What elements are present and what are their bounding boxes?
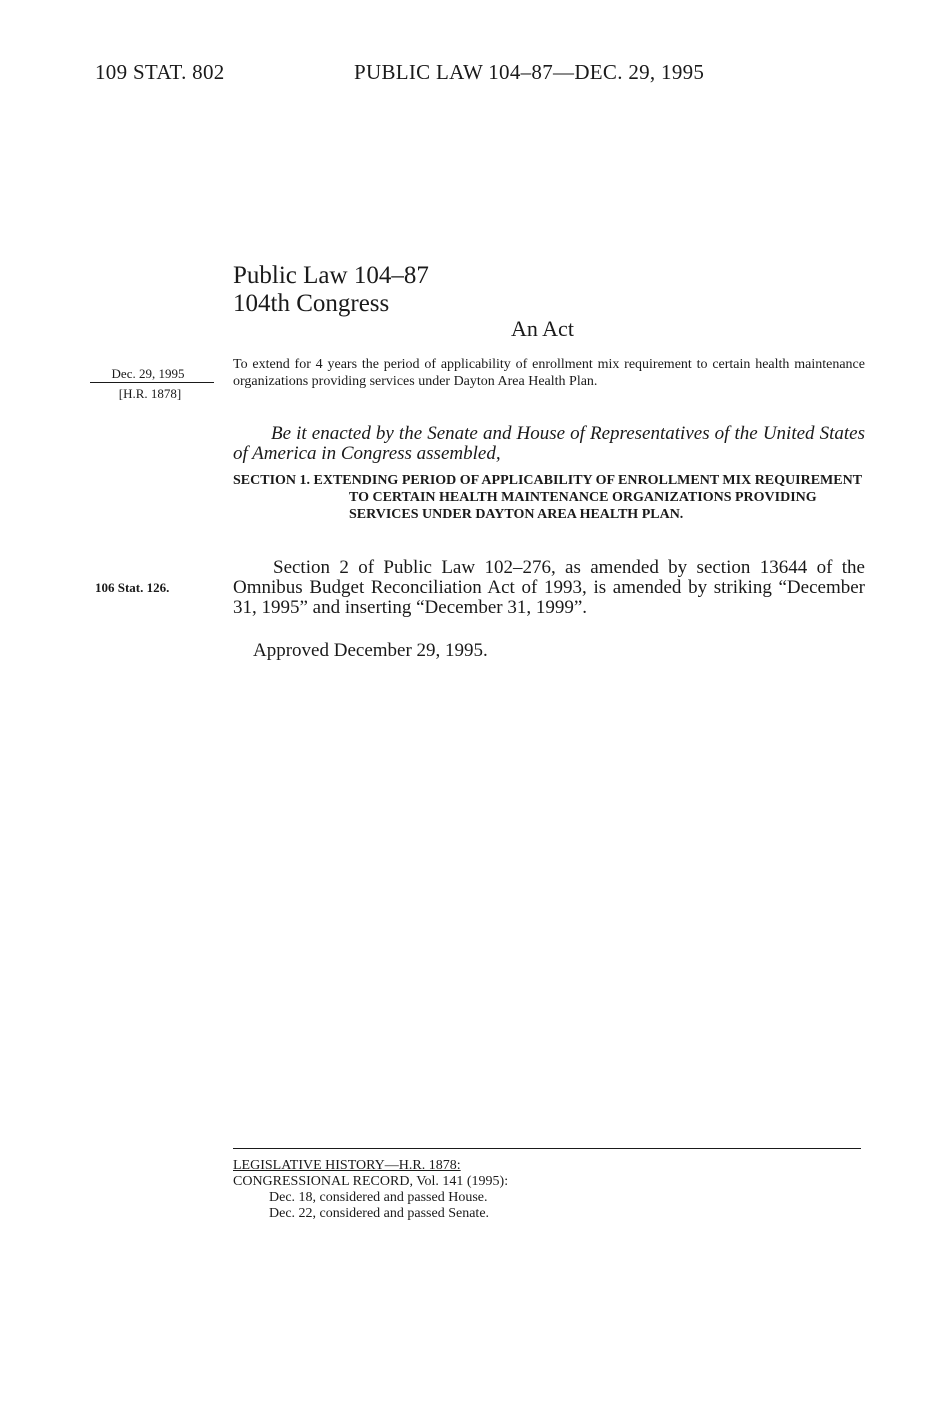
footnote-rule bbox=[233, 1148, 861, 1149]
enacting-clause: Be it enacted by the Senate and House of Representatives of the United States of America in Congress assembled, bbox=[233, 423, 865, 464]
history-entry: Dec. 18, considered and passed House. bbox=[269, 1190, 488, 1205]
act-purpose: To extend for 4 years the period of applicability of enrollment mix requirement to certain health maintenance organizations providing services under Dayton Area Health Plan. bbox=[233, 357, 865, 389]
page-stat-reference: 109 STAT. 802 bbox=[95, 60, 225, 84]
approval-date: Approved December 29, 1995. bbox=[253, 640, 488, 661]
margin-note-divider bbox=[90, 382, 214, 383]
act-heading: An Act bbox=[511, 316, 574, 341]
section-body: Section 2 of Public Law 102–276, as amended by section 13644 of the Omnibus Budget Reconciliation Act of 1993, is amended by striking “December 31, 1995” and inserting “December 31, 1999”. bbox=[233, 557, 865, 618]
legislative-history bbox=[233, 1158, 508, 1222]
margin-note-bill-number: [H.R. 1878] bbox=[118, 386, 182, 401]
margin-note-date: Dec. 29, 1995 bbox=[111, 366, 185, 381]
page-header-title: PUBLIC LAW 104–87—DEC. 29, 1995 bbox=[354, 60, 705, 84]
section-heading: SECTION 1. EXTENDING PERIOD OF APPLICABILITY OF ENROLLMENT MIX REQUIREMENT TO CERTAIN HEALTH MAINTENANCE ORGANIZATIONS PROVIDING SERVICES UNDER DAYTON AREA HEALTH PLAN. bbox=[233, 473, 862, 522]
congress-number: 104th Congress bbox=[233, 290, 390, 317]
congressional-record-line: CONGRESSIONAL RECORD, Vol. 141 (1995): bbox=[233, 1174, 509, 1189]
margin-note-stat-citation: 106 Stat. 126. bbox=[95, 580, 170, 595]
history-entry: Dec. 22, considered and passed Senate. bbox=[269, 1206, 490, 1221]
public-law-number: Public Law 104–87 bbox=[233, 262, 429, 289]
legislative-history-title: LEGISLATIVE HISTORY—H.R. 1878: bbox=[233, 1158, 461, 1173]
